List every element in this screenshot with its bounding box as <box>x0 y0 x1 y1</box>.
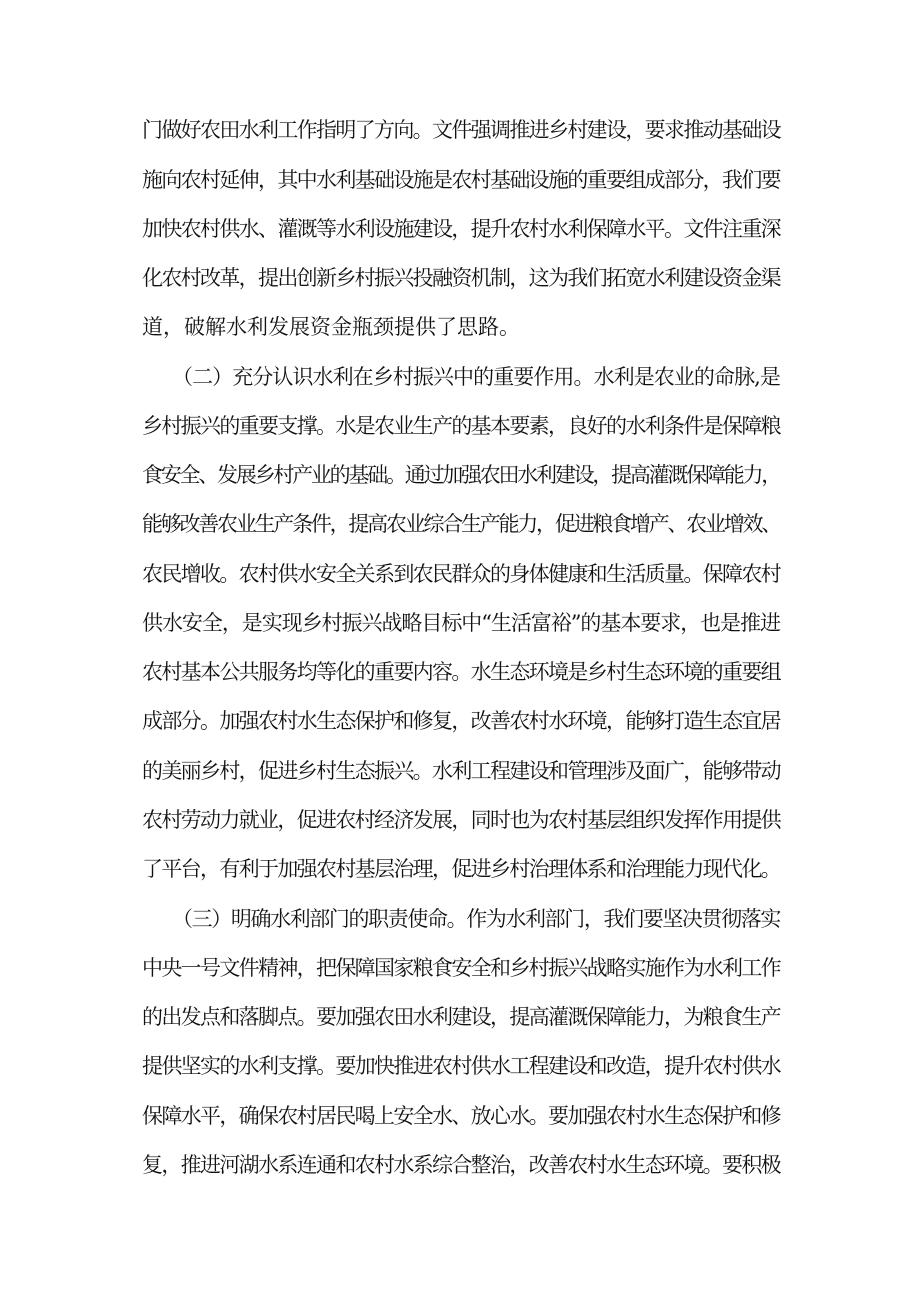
line-text: （三）明确水利部门的职责使命。作为水利部门，我们要坚决贯彻落实 <box>172 907 780 931</box>
line-text: 的出发点和落脚点。要加强农田水利建设，提高灌溉保障能力，为粮食生产 <box>142 1005 780 1029</box>
line-text: 成部分。加强农村水生态保护和修复，改善农村水环境，能够打造生态宜居 <box>142 709 780 733</box>
line-text: 化农村改革，提出创新乡村振兴投融资机制，这为我们拓宽水利建设资金渠 <box>142 266 780 290</box>
line-text: 复，推进河湖水系连通和农村水系综合整治，改善农村水生态环境。要积极 <box>142 1153 780 1177</box>
line-text: 乡村振兴的重要支撑。水是农业生产的基本要素，良好的水利条件是保障粮 <box>142 414 780 438</box>
line-text: 供水安全，是实现乡村振兴战略目标中“生活富裕”的基本要求，也是推进 <box>142 611 780 635</box>
line-text: 农村基本公共服务均等化的重要内容。水生态环境是乡村生态环境的重要组 <box>142 660 780 684</box>
line-text: 门做好农田水利工作指明了方向。文件强调推进乡村建设，要求推动基础设 <box>142 118 780 142</box>
line-text: 保障水平，确保农村居民喝上安全水、放心水。要加强农村水生态保护和修 <box>142 1104 780 1128</box>
line-text: 农民增收。农村供水安全关系到农民群众的身体健康和生活质量。保障农村 <box>142 562 780 586</box>
line-text: 能够改善农业生产条件，提高农业综合生产能力，促进粮食增产、农业增效、 <box>142 512 780 536</box>
line-text: 中央一号文件精神，把保障国家粮食安全和乡村振兴战略实施作为水利工作 <box>142 956 780 980</box>
line-text: （二）充分认识水利在乡村振兴中的重要作用。水利是农业的命脉,是 <box>172 365 780 389</box>
line-text: 食安全、发展乡村产业的基础。通过加强农田水利建设，提高灌溉保障能力， <box>142 463 780 487</box>
line-text: 的美丽乡村，促进乡村生态振兴。水利工程建设和管理涉及面广，能够带动 <box>142 759 780 783</box>
line-text: 提供坚实的水利支撑。要加快推进农村供水工程建设和改造，提升农村供水 <box>142 1054 780 1078</box>
line-text: 施向农村延伸，其中水利基础设施是农村基础设施的重要组成部分，我们要 <box>142 168 780 192</box>
line-text: 道，破解水利发展资金瓶颈提供了思路。 <box>142 315 520 339</box>
line-text: 加快农村供水、灌溉等水利设施建设，提升农村水利保障水平。文件注重深 <box>142 217 780 241</box>
line-text: 农村劳动力就业，促进农村经济发展，同时也为农村基层组织发挥作用提供 <box>142 808 780 832</box>
line-text: 了平台，有利于加强农村基层治理，促进乡村治理体系和治理能力现代化。 <box>142 857 780 881</box>
